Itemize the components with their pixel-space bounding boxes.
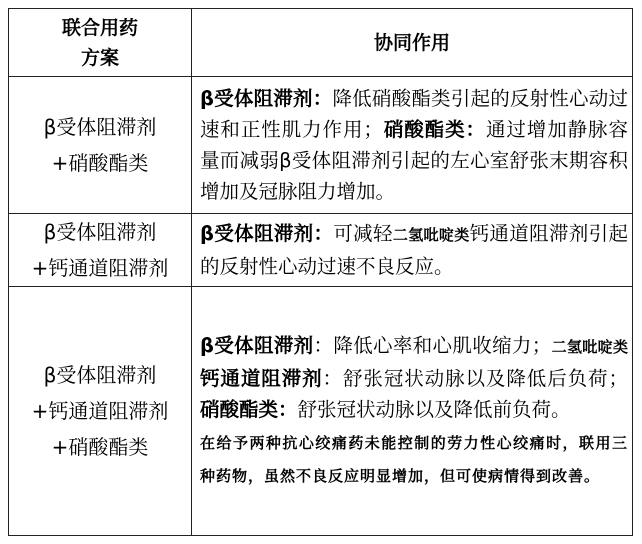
drug-label: 钙通道阻滞剂: [200, 366, 323, 390]
regimen-line: β受体阻滞剂: [43, 220, 157, 244]
drug-label: β受体阻滞剂: [200, 333, 314, 357]
regimen-line: β受体阻滞剂: [43, 115, 157, 139]
regimen-line: β受体阻滞剂: [43, 363, 157, 387]
table-header-row: [9, 9, 633, 77]
clinical-note: 在给予两种抗心绞痛药未能控制的劳力性心绞痛时，联用三种药物，虽然不良反应明显增加，但可使病情得到改善。: [200, 433, 628, 485]
drug-label: 硝酸酯类：: [382, 118, 486, 141]
synergy-text: 舒张冠状动脉以及降低前负荷。: [297, 397, 571, 421]
drug-class-text: 二氢吡啶类: [551, 337, 628, 356]
regimen-cell: [9, 287, 192, 536]
synergy-cell: [192, 77, 633, 214]
drug-combination-table: [8, 8, 633, 536]
synergy-text: 通过增加静脉容量而减弱β受体阻滞剂引起的左心室舒张末期容积增加及冠脉阻力增加。: [200, 118, 628, 203]
header-regimen-line2: 方案: [80, 46, 119, 69]
table-row: [9, 287, 633, 536]
synergy-text: 降低硝酸酯类引起的反射性心动过速和正性肌力作用；: [200, 87, 628, 141]
regimen-line: +钙通道阻滞剂: [31, 399, 169, 423]
table-row: [9, 214, 633, 287]
regimen-line: +钙通道阻滞剂: [31, 256, 169, 280]
synergy-text: ：舒张冠状动脉以及降低后负荷；: [322, 366, 628, 390]
regimen-line: +硝酸酯类: [51, 151, 149, 175]
drug-combination-document: [8, 8, 632, 534]
synergy-cell: [192, 214, 633, 287]
header-synergy: 协同作用: [192, 9, 633, 77]
synergy-text: 可减轻: [333, 222, 393, 245]
drug-label: β受体阻滞剂：: [200, 222, 334, 245]
table-row: [9, 77, 633, 214]
drug-label: 硝酸酯类：: [200, 397, 298, 421]
regimen-cell: [9, 77, 192, 214]
synergy-cell: [192, 287, 633, 536]
header-regimen-line1: 联合用药: [61, 16, 138, 39]
synergy-text: ：降低心率和心肌收缩力；: [313, 333, 552, 357]
regimen-line: +硝酸酯类: [51, 435, 149, 459]
synergy-text: 钙通道阻滞剂引起的反射性心动过速不良反应。: [200, 222, 628, 278]
regimen-cell: [9, 214, 192, 287]
header-regimen: [9, 9, 192, 77]
drug-class-text: 二氢吡啶类: [392, 226, 470, 244]
drug-label: β受体阻滞剂：: [200, 87, 333, 110]
